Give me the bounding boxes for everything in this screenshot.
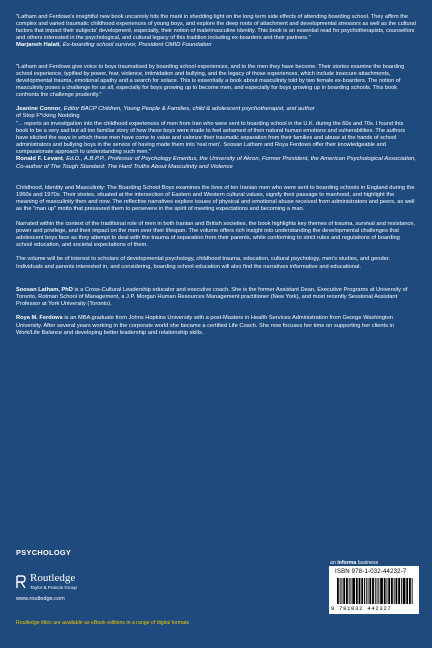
barcode-bar	[369, 578, 371, 604]
barcode-bar	[401, 578, 402, 604]
blurb-paragraph-1: Childhood, Identity and Masculinity: The Boarding School Boys examines the lives of ten Iranian men who were sent to boarding schools in England during the 1960s and 1970s. Their stories, situated at the intersection of Eastern and Western cultural values, signify their passage to manhood, and highlight the meaning of masculinity then and now. The reflective narratives explore issues of physical and emotional abuse received from administrators and peers, as well as the "man up" motto that pressured them to persevere in the spirit of meeting expectations and becoming a man.	[16, 184, 415, 213]
reviewer-extra-2: of Stop F*cking Nodding	[16, 113, 80, 120]
barcode-bar	[409, 578, 411, 604]
ebook-notice: Routledge titles are available as eBook editions in a range of digital formats	[16, 620, 190, 626]
barcode-bar	[394, 578, 395, 604]
barcode-bar	[359, 578, 361, 604]
review-attribution-3	[16, 156, 416, 171]
routledge-logo-icon	[16, 575, 26, 589]
barcode-bar	[346, 578, 348, 604]
review-quote-3: "... reports an investigation into the childhood experiences of men from Iran who were sent to boarding school in the U.K. during the 60s and 70s. I found this book to be a very sad but all too familiar story of how these boys were made to feel ashamed of their natural human emotions and vulnerabilities. The authors have elicited the ways in which these men have come to value and valorize their traumatic separation from their families and abuse at the hands of school administrators and bullying boys in the service of having made them into 'real men'. Soosan Latham and Roya Ferdows offer their knowledgeable and compassionate approach to understanding such men."	[16, 120, 406, 156]
barcode-bar	[375, 578, 376, 604]
barcode-bar	[337, 578, 339, 604]
publisher-url[interactable]: www.routledge.com	[16, 596, 65, 602]
author-bio-1	[16, 287, 416, 309]
author-bio-text-2: is an MBA graduate from Johns Hopkins University with a post-Masters in Health Services Administration from George Washington University. After several years working in the corporate world she became a certified Life Coach. She now focuses her time on supporting her clients in Work/Life Balance and developing better leadership and relationship skills.	[16, 315, 394, 336]
author-bio-text-1: is a Cross-Cultural Leadership educator and executive coach. She is the former Assistant Dean, Executive Programs at University of Toronto, Rotman School of Management, a J.P. Morgan Human Resources Management practitioner (New York), and most recently Sessional Assistant Professor at York University (Toronto).	[16, 286, 408, 308]
barcode-bar	[377, 578, 378, 604]
barcode-bar	[352, 578, 355, 604]
barcode-bar	[340, 578, 341, 604]
back-cover-text	[16, 14, 416, 337]
barcode-bar	[372, 578, 374, 604]
barcode-bar	[388, 578, 390, 604]
reviewer-name-2: Jeanine Connor	[16, 106, 61, 113]
barcode-bar	[361, 578, 363, 604]
barcode-bar	[349, 578, 350, 604]
barcode-bar	[378, 578, 379, 604]
barcode-bar	[406, 578, 408, 604]
barcode-bar	[343, 578, 345, 604]
blurb-paragraph-3: The volume will be of interest to scholars of developmental psychology, childhood trauma, education, cultural psychology, men's studies, and gender. Individuals and parents interested in, and considering, boarding school education will also find the narratives informative and educational.	[16, 256, 390, 270]
barcode-panel	[329, 566, 419, 614]
publisher-group: Taylor & Francis Group	[30, 585, 77, 590]
barcode-bar	[366, 578, 367, 604]
review-quote-2: "Latham and Ferdows give voice to boys traumatised by boarding school experiences, and to the men they have become. Their stories examine the boarding school experience, typified by power, fear, violence, intimidation and bullying, and the legacy of those experiences, which include insecure attachments, developmental trauma, emotional apathy and a search for solace. This is essentially a book about masculinity told by two female ex-boarders. The notion of masculinity poses a challenge for us all, especially for boys growing up to become men, and especially for boys growing up in boarding schools. This book confronts the challenge prudently."	[16, 63, 405, 99]
barcode-bar	[364, 578, 365, 604]
author-bio-2	[16, 315, 416, 337]
author-name-1: Soosan Latham, PhD	[16, 286, 73, 293]
barcode-bar	[412, 578, 413, 604]
barcode-bar	[368, 578, 369, 604]
informa-business-tag: an informa business	[330, 560, 379, 566]
author-name-2: Roya M. Ferdows	[16, 315, 63, 322]
review-attribution-1	[16, 42, 416, 49]
reviewer-role-2: , Editor BACP Children, Young People & Families, child & adolescent psychotherapist, and author	[60, 106, 315, 113]
publisher-block	[16, 573, 136, 602]
review-quote-1: "Latham and Ferdows's insightful new book uncannily hits the mark in shedding light on the long term side effects of attending boarding school. They affirm the complex and varied traumatic childhood experiences of young boys, and explore the deep roots of attachment and developmental stressors as well as the cultural factors that impact their subjects' development, especially, their notion of male/masculine identity. This book is an essential read for psychotherapists, counsellors and others interested in the psychological, and cultural legacy of this tradition including ex-boarders and their partners."	[16, 14, 416, 42]
barcode-bar	[387, 578, 388, 604]
barcode-bar	[403, 578, 406, 604]
blurb-paragraph-2: Narrated within the context of the traditional role of men in both Iranian and British societies, the book highlights key themes of trauma, survival and resistance, power and privilege, and their impact on the men over their lifespan. The volume offers rich insight into understanding the developmental challenges that adolescent boys face as they attempt to deal with the trauma of separation from their parents, while conforming to strict rules and regulations of boarding school education, and societal expectations of them.	[16, 220, 415, 249]
subject-category: PSYCHOLOGY	[16, 548, 72, 557]
review-attribution-2	[16, 106, 416, 113]
reviewer-name-3: Ronald F. Levant	[16, 156, 63, 163]
informa-wordmark: informa	[337, 560, 357, 566]
isbn-text: ISBN 978-1-032-44232-7	[335, 569, 407, 575]
barcode-bar	[391, 578, 393, 604]
barcode-number: 9 781032 442327	[331, 606, 392, 612]
reviewer-name-1: Marjaneh Halati	[16, 42, 60, 49]
barcode-bar	[398, 578, 400, 604]
reviewer-role-1: , Ex-boarding school survivor, President OMID Foundation	[59, 42, 212, 49]
barcode-bar	[342, 578, 343, 604]
barcode-bar	[356, 578, 358, 604]
barcode-bar	[396, 578, 398, 604]
reviewer-role-3: , Ed.D., A.B.P.P., Professor of Psychology Emeritus, the University of Akron, Former President, the American Psychological Association, Co-author of The Tough Standard: The Hard Truths About Masculinity and Violence	[16, 156, 416, 170]
publisher-name: Routledge	[30, 572, 76, 584]
barcode-bar	[351, 578, 352, 604]
barcode-bar	[384, 578, 386, 604]
barcode-bar	[380, 578, 383, 604]
